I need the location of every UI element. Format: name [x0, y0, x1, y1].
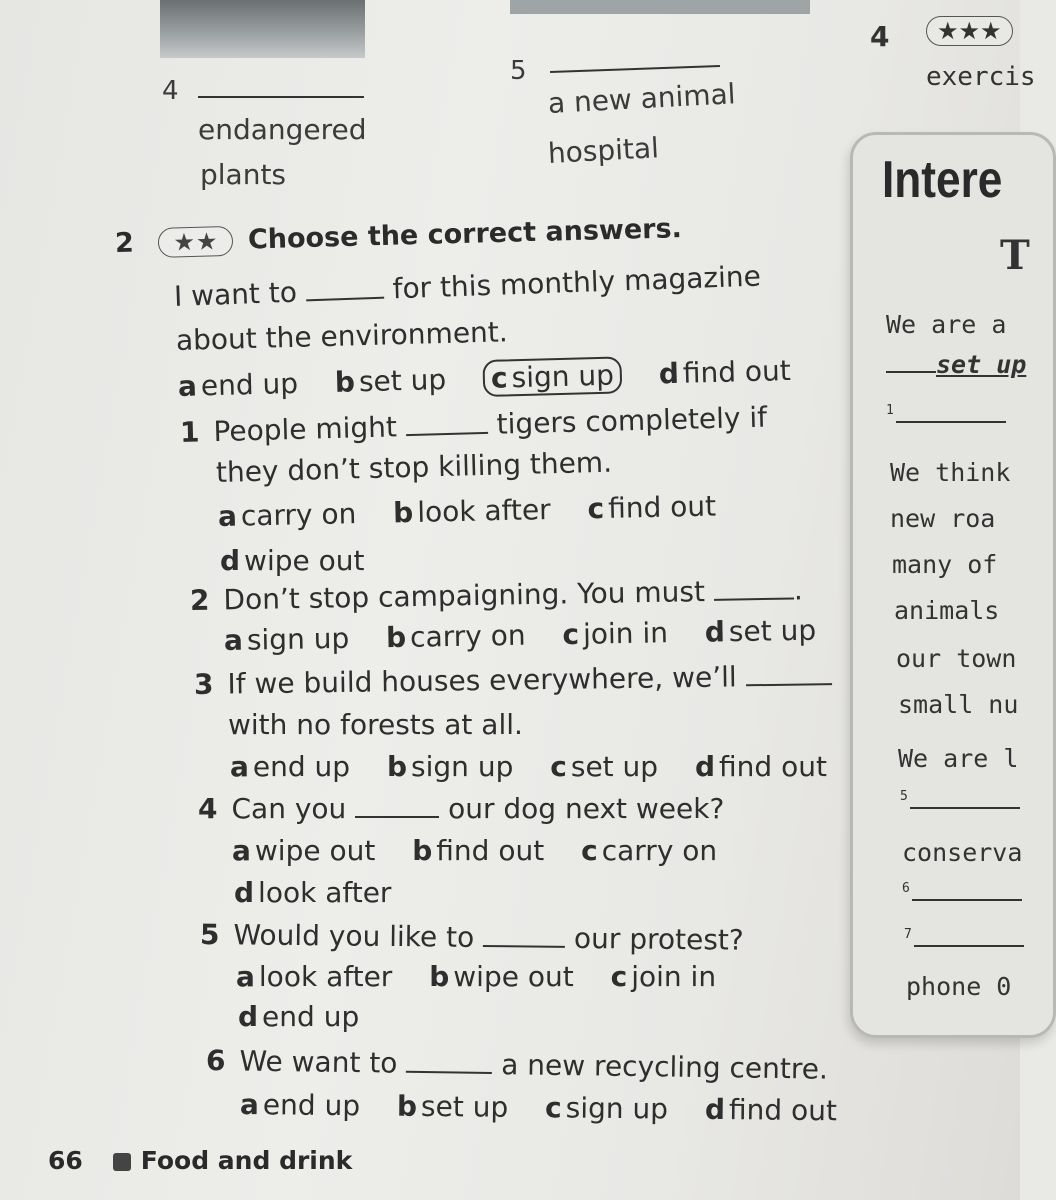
example-text-before: I want to [173, 275, 298, 313]
question-text-after: tigers completely if [496, 400, 768, 441]
question-text-after: a new recycling centre. [501, 1048, 829, 1086]
question-text-after: our protest? [573, 921, 744, 957]
option-b: b carry on [385, 618, 526, 655]
question-5-options-2 [238, 1000, 387, 1033]
example-line-2: about the environment. [175, 315, 509, 357]
option-d: d end up [238, 1000, 360, 1033]
question-6-options [240, 1088, 865, 1128]
option-d: d find out [658, 353, 792, 391]
question-number: 4 [198, 792, 218, 825]
question-1-line-1 [180, 401, 768, 449]
option-c-circled: c sign up [483, 356, 623, 397]
answer-blank [483, 945, 565, 948]
question-3-line-2: with no forests at all. [228, 708, 523, 741]
question-number: 2 [189, 583, 210, 617]
question-5-line-1 [200, 918, 744, 957]
option-d: d wipe out [220, 544, 365, 577]
example-line-1 [173, 260, 761, 313]
question-text-before: We want to [239, 1044, 398, 1080]
side-line-1: 1 [886, 400, 1006, 429]
side-line: small nu [898, 690, 1019, 719]
item-4-caption-1: endangered [198, 113, 367, 146]
side-line: many of [892, 550, 998, 579]
answer-blank [306, 297, 384, 302]
question-2-line-1 [190, 573, 803, 617]
side-line-set-up: set up [886, 350, 1026, 379]
question-text-before: Can you [231, 792, 347, 825]
example-text-after: for this monthly magazine [392, 259, 762, 306]
page-number: 66 [48, 1146, 83, 1175]
exercise-title: Choose the correct answers. [247, 213, 683, 256]
question-text-before: Don’t stop campaigning. You must [223, 575, 706, 617]
answer-blank [714, 597, 794, 600]
question-4-options [232, 834, 745, 867]
question-number: 6 [205, 1044, 226, 1078]
exercise-4-number: 4 [870, 20, 890, 53]
square-bullet-icon [113, 1153, 131, 1171]
exercise-number: 2 [114, 227, 135, 259]
option-d: d find out [704, 1092, 838, 1128]
exercise-2-heading [115, 213, 683, 259]
question-4-line-1 [198, 792, 724, 825]
side-line: our town [896, 644, 1017, 673]
side-line: We are a [886, 310, 1007, 339]
question-1-options [218, 489, 745, 533]
item-5-caption-2: hospital [547, 131, 660, 170]
option-c: c set up [550, 750, 659, 783]
side-line: new roa [890, 504, 996, 533]
side-line: phone 0 [906, 972, 1012, 1001]
question-1-options-2 [220, 544, 392, 577]
star-rating-badge: ★★ [158, 226, 234, 258]
item-5-caption-1: a new animal [547, 77, 737, 120]
answer-blank [406, 1071, 492, 1074]
item-4-blank [198, 96, 364, 98]
top-photo-right [510, 0, 810, 14]
question-number: 5 [199, 918, 220, 952]
question-text-before: Would you like to [233, 918, 475, 954]
option-c: c carry on [581, 834, 718, 867]
option-b: b sign up [386, 750, 514, 783]
top-photo-left [160, 0, 365, 58]
exercise-4-stars: ★★★ [926, 16, 1013, 46]
question-3-line-1 [194, 659, 832, 701]
option-b: b wipe out [429, 960, 574, 993]
example-options [178, 353, 820, 403]
option-c: c find out [587, 489, 717, 526]
side-line: conserva [902, 838, 1023, 867]
option-a: a look after [236, 960, 393, 993]
question-1-line-2: they don’t stop killing them. [215, 445, 613, 489]
option-b: b set up [396, 1089, 509, 1124]
question-6-line-1 [206, 1044, 828, 1086]
side-panel-heading: Intere [882, 151, 1003, 209]
question-3-options [230, 750, 855, 783]
option-d: d set up [704, 613, 817, 649]
side-line-5: 5 [900, 786, 1020, 815]
question-number: 3 [193, 667, 214, 701]
answer-blank [406, 432, 488, 436]
item-4-caption-2: plants [200, 158, 287, 191]
option-d: d look after [234, 876, 392, 909]
option-c: c sign up [544, 1091, 669, 1126]
side-line: We think [890, 458, 1011, 487]
side-panel-initial: T [1000, 232, 1030, 279]
page-footer [48, 1146, 352, 1175]
question-text-after: our dog next week? [448, 792, 725, 825]
question-number: 1 [179, 415, 200, 449]
side-line: We are l [898, 744, 1019, 773]
side-line: animals [894, 596, 1000, 625]
question-text-before: If we build houses everywhere, we’ll [227, 660, 737, 701]
option-d: d find out [694, 750, 827, 783]
question-4-options-2 [234, 876, 419, 909]
question-5-options [236, 960, 744, 993]
item-4-number: 4 [162, 76, 179, 106]
item-5-blank [550, 65, 720, 73]
option-b: b find out [412, 834, 545, 867]
item-5-number: 5 [510, 56, 527, 86]
exercise-4-word: exercis [926, 62, 1036, 92]
option-a: a sign up [223, 621, 350, 657]
option-a: a end up [230, 750, 351, 783]
question-text-after: . [793, 573, 803, 607]
option-c: c join in [610, 960, 717, 993]
option-c: c join in [562, 616, 669, 652]
question-2-options [224, 613, 845, 657]
option-a: a wipe out [232, 834, 376, 867]
section-title: Food and drink [140, 1146, 353, 1175]
option-a: a carry on [217, 497, 357, 533]
option-b: b set up [334, 362, 447, 399]
side-line-6: 6 [902, 878, 1022, 907]
side-line-7: 7 [904, 924, 1024, 953]
answer-blank [746, 683, 832, 686]
option-a: a end up [239, 1088, 361, 1123]
option-b: b look after [392, 493, 551, 530]
question-text-before: People might [213, 410, 398, 449]
answer-blank [355, 816, 439, 818]
option-a: a end up [177, 366, 299, 403]
